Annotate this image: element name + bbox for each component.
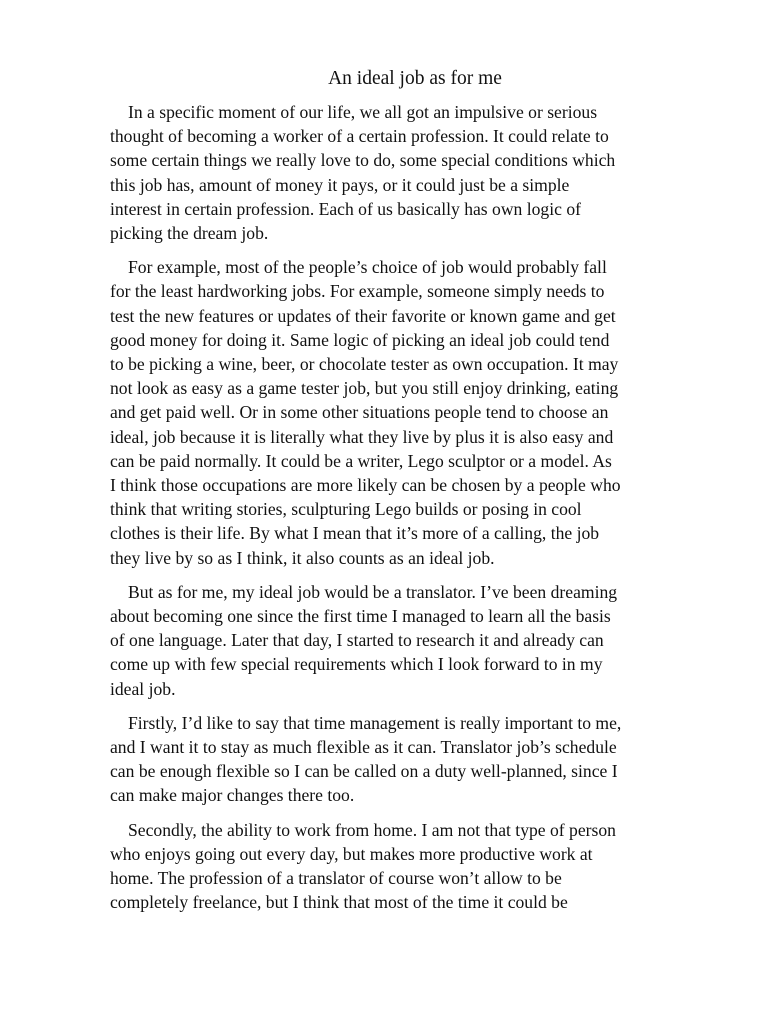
text-line: can make major changes there too. [110, 785, 355, 806]
paragraph-4 [110, 711, 720, 808]
text-line: come up with few special requirements which I look forward to in my [110, 654, 603, 675]
text-line: can be enough flexible so I can be called on a duty well-planned, since I [110, 761, 618, 782]
text-line: In a specific moment of our life, we all got an impulsive or serious [128, 102, 598, 122]
paragraph-1 [110, 100, 720, 245]
text-line: completely freelance, but I think that most of the time it could be [110, 892, 568, 913]
text-line: Secondly, the ability to work from home. I am not that type of person [128, 819, 616, 840]
text-line: good money for doing it. Same logic of picking an ideal job could tend [110, 329, 610, 350]
text-line: ideal, job because it is literally what they live by plus it is also easy and [110, 426, 614, 447]
text-line: home. The profession of a translator of course won’t allow to be [110, 868, 562, 889]
text-line: Firstly, I’d like to say that time management is really important to me, [128, 712, 622, 733]
text-line: and I want it to stay as much flexible as it can. Translator job’s schedule [110, 737, 617, 758]
text-line: thought of becoming a worker of a certain profession. It could relate to [110, 126, 609, 147]
paragraph-5 [110, 818, 720, 915]
text-line: this job has, amount of money it pays, or it could just be a simple [110, 174, 570, 195]
paragraph-3 [110, 580, 720, 701]
document-title: An ideal job as for me [328, 68, 502, 89]
text-line: I think those occupations are more likely can be chosen by a people who [110, 475, 621, 496]
text-line: not look as easy as a game tester job, but you still enjoy drinking, eating [110, 378, 619, 399]
text-line: For example, most of the people’s choice of job would probably fall [128, 257, 607, 278]
text-line: ideal job. [110, 678, 176, 699]
text-line: for the least hardworking jobs. For example, someone simply needs to [110, 281, 605, 302]
text-line: who enjoys going out every day, but makes more productive work at [110, 843, 593, 864]
paragraph-2 [110, 255, 720, 570]
text-line: of one language. Later that day, I started to research it and already can [110, 630, 604, 651]
text-line: interest in certain profession. Each of us basically has own logic of [110, 198, 581, 219]
text-line: test the new features or updates of their favorite or known game and get [110, 305, 616, 326]
text-line: picking the dream job. [110, 223, 269, 244]
text-line: But as for me, my ideal job would be a translator. I’ve been dreaming [128, 581, 618, 602]
text-line: and get paid well. Or in some other situations people tend to choose an [110, 402, 609, 423]
text-line: can be paid normally. It could be a writer, Lego sculptor or a model. As [110, 450, 612, 471]
text-line: think that writing stories, sculpturing Lego builds or posing in cool [110, 499, 582, 520]
text-line: about becoming one since the first time I managed to learn all the basis [110, 606, 611, 627]
text-line: they live by so as I think, it also counts as an ideal job. [110, 547, 495, 568]
text-line: to be picking a wine, beer, or chocolate tester as own occupation. It may [110, 354, 619, 375]
text-line: clothes is their life. By what I mean that it’s more of a calling, the job [110, 523, 600, 544]
document-page [110, 66, 720, 925]
text-line: some certain things we really love to do, some special conditions which [110, 150, 616, 171]
